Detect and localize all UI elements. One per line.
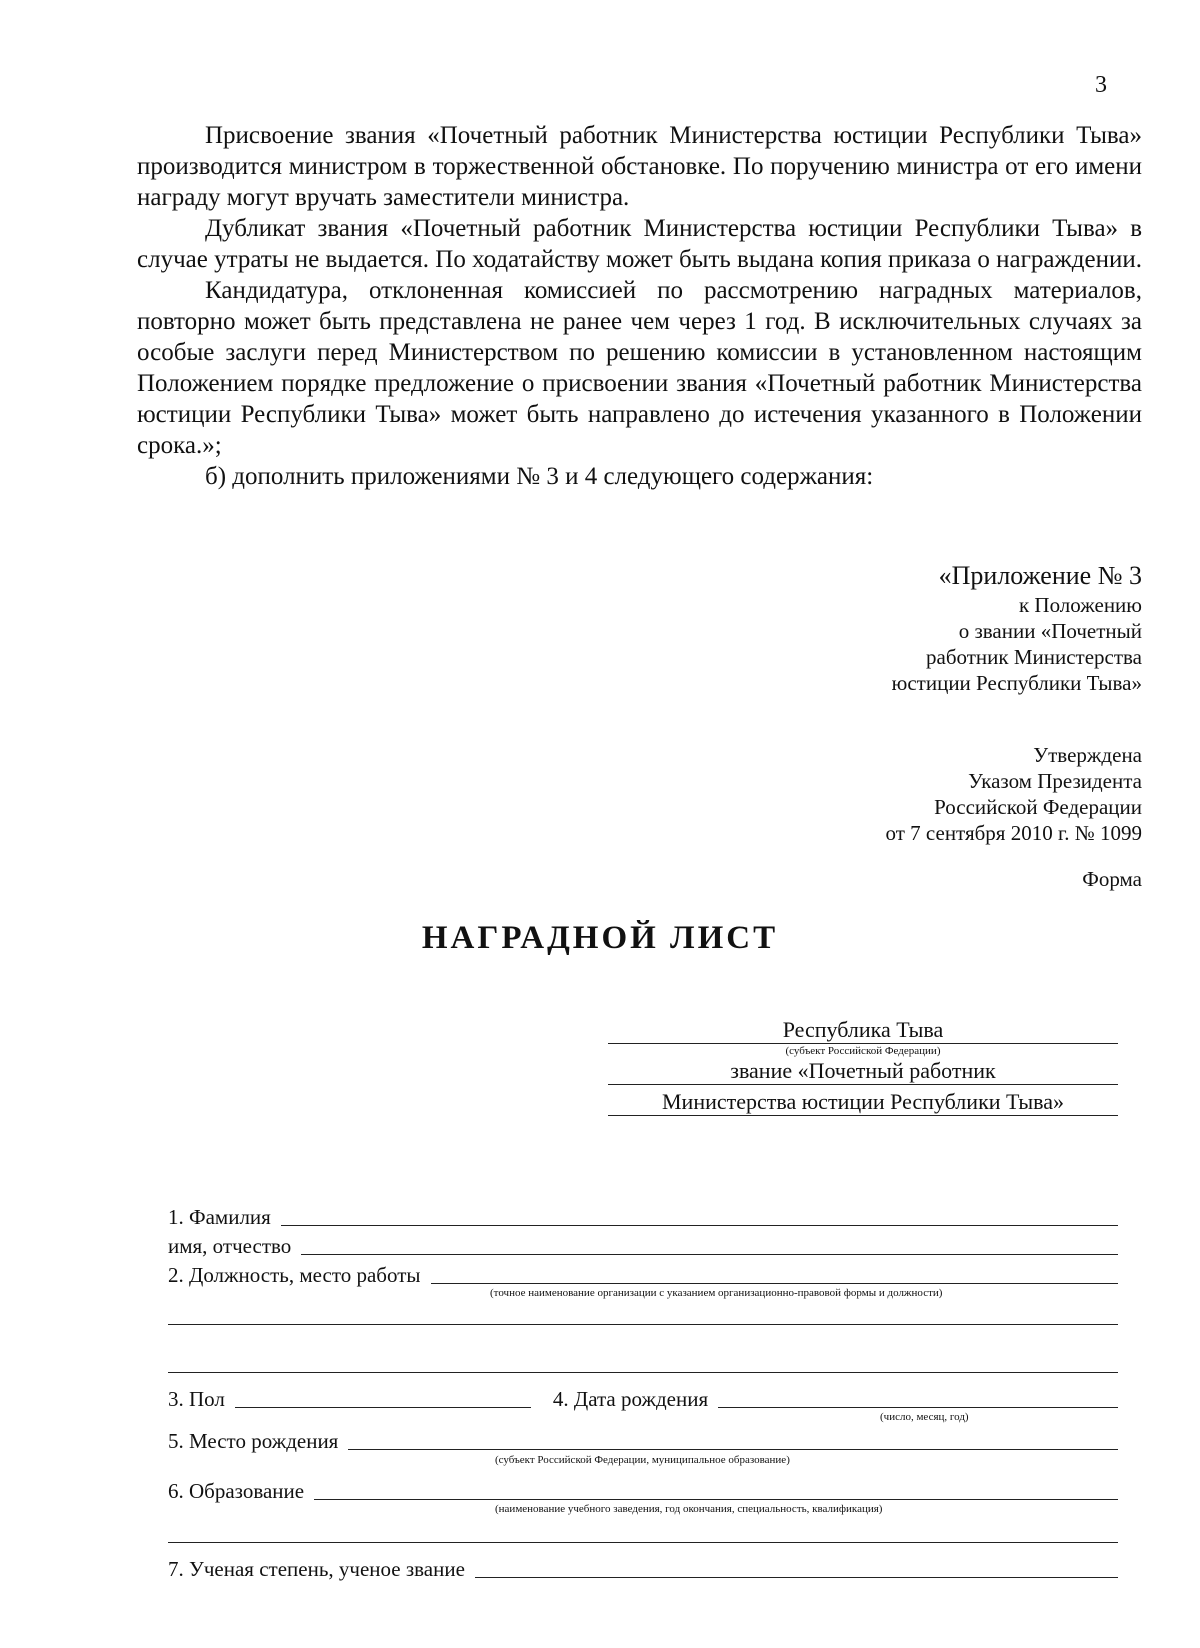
region-block	[608, 1017, 1118, 1116]
appendix-block	[892, 560, 1142, 696]
field-surname	[168, 1200, 1118, 1230]
field-label: 3. Пол	[168, 1387, 225, 1411]
paragraph-1: Присвоение звания «Почетный работник Министерства юстиции Республики Тыва» производится министром в торжественной обстановке. По поручению министра от его имени награду могут вручать заместители министра.	[137, 122, 1142, 211]
field-sex-birthdate	[168, 1382, 1118, 1412]
appendix-line: о звании «Почетный	[958, 619, 1142, 643]
fill-line	[431, 1263, 1119, 1284]
approval-line: от 7 сентября 2010 г. № 1099	[885, 821, 1142, 845]
appendix-line: к Положению	[1018, 593, 1142, 617]
fill-line	[168, 1372, 1118, 1373]
field-label: 2. Должность, место работы	[168, 1263, 421, 1287]
fill-line	[301, 1234, 1118, 1255]
field-birthplace	[168, 1424, 1118, 1454]
education-caption: (наименование учебного заведения, год окончания, специальность, квалификация)	[495, 1503, 883, 1515]
fill-line	[718, 1387, 1118, 1408]
appendix-line: юстиции Республики Тыва»	[891, 671, 1142, 695]
field-label: 6. Образование	[168, 1479, 305, 1503]
page-number: 3	[1095, 72, 1107, 98]
birthdate-caption: (число, месяц, год)	[880, 1411, 969, 1423]
field-label: 5. Место рождения	[168, 1429, 339, 1453]
field-label: 1. Фамилия	[168, 1205, 271, 1229]
approval-line: Российской Федерации	[934, 795, 1142, 819]
fill-line	[168, 1542, 1118, 1543]
field-education	[168, 1474, 1118, 1504]
form-label: Форма	[1082, 867, 1142, 891]
birthplace-caption: (субъект Российской Федерации, муниципальное образование)	[495, 1454, 790, 1466]
fill-line	[281, 1205, 1118, 1226]
body-text	[137, 120, 1142, 492]
award-title-line-1: звание «Почетный работник	[608, 1058, 1118, 1085]
field-position	[168, 1258, 1118, 1288]
approval-line: Утверждена	[1033, 743, 1142, 767]
document-heading: НАГРАДНОЙ ЛИСТ	[421, 920, 779, 956]
fill-line	[235, 1387, 531, 1408]
paragraph-2: Дубликат звания «Почетный работник Министерства юстиции Республики Тыва» в случае утраты не выдается. По ходатайству может быть выдана копия приказа о награждении.	[137, 215, 1142, 273]
position-caption: (точное наименование организации с указанием организационно-правовой формы и должности)	[490, 1287, 943, 1299]
paragraph-4: б) дополнить приложениями № 3 и 4 следующего содержания:	[205, 463, 874, 490]
field-label: 7. Ученая степень, ученое звание	[168, 1557, 465, 1581]
field-degree	[168, 1552, 1118, 1582]
approval-line: Указом Президента	[968, 769, 1142, 793]
fill-line	[168, 1324, 1118, 1325]
fill-line	[475, 1557, 1118, 1578]
appendix-line: работник Министерства	[926, 645, 1142, 669]
region-value: Республика Тыва	[608, 1017, 1118, 1044]
field-label: имя, отчество	[168, 1234, 292, 1258]
fill-line	[348, 1429, 1118, 1450]
field-name	[168, 1229, 1118, 1259]
paragraph-3: Кандидатура, отклоненная комиссией по рассмотрению наградных материалов, повторно может быть представлена не ранее чем через 1 год. В исключительных случаях за особые заслуги перед Министерством по решению комиссии в установленном настоящим Положением порядке предложение о присвоении звания «Почетный работник Министерства юстиции Республики Тыва» может быть направлено до истечения указанного в Положении срока.»;	[137, 277, 1142, 459]
fill-line	[314, 1479, 1118, 1500]
award-title-line-2: Министерства юстиции Республики Тыва»	[608, 1089, 1118, 1116]
field-label: 4. Дата рождения	[552, 1387, 709, 1411]
appendix-title: «Приложение № 3	[938, 561, 1142, 590]
region-caption: (субъект Российской Федерации)	[785, 1045, 941, 1057]
approval-block	[886, 742, 1142, 846]
